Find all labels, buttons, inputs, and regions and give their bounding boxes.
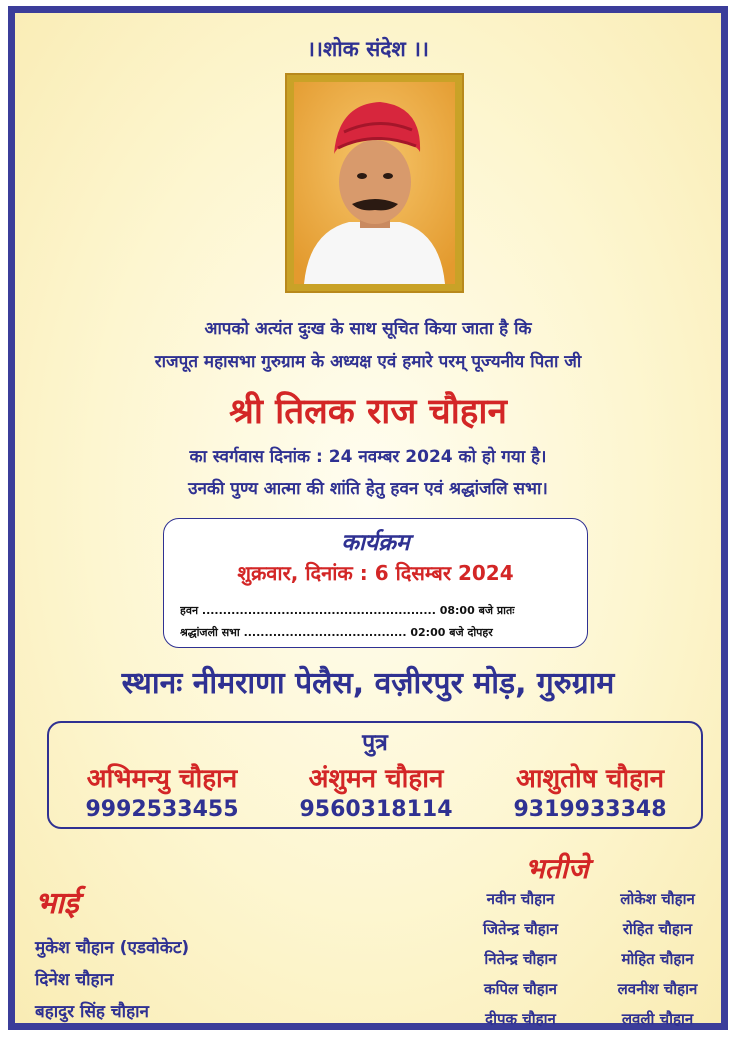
program-row-shraddhanjali: श्रद्धांजली सभा ....................................... 02:00 बजे दोपहर [180,626,493,639]
demise-line-2: उनकी पुण्य आत्मा की शांति हेतु हवन एवं श्रद्धांजलि सभा। [188,479,548,499]
venue: स्थानः नीमराणा पेलैस, वज़ीरपुर मोड़, गुरुग्राम [121,666,615,701]
header-title: ।।शोक संदेश ।। [307,37,429,61]
nephew-name: लवली चौहान [621,1010,694,1028]
deceased-name: श्री तिलक राज चौहान [229,392,507,432]
sons-title: पुत्र [362,730,388,756]
nephew-name: लवनीश चौहान [617,980,698,998]
nephew-name: लोकेश चौहान [620,890,695,908]
nephew-name: रोहित चौहान [622,920,693,938]
brother-name: दिनेश चौहान [35,970,114,990]
brother-name: मुकेश चौहान (एडवोकेट) [35,938,190,958]
nephew-name: मोहित चौहान [621,950,694,968]
son-phone: 9992533455 [85,797,239,822]
nephew-name: नितेन्द्र चौहान [484,950,557,968]
nephew-name: कपिल चौहान [484,980,557,998]
nephew-name: जितेन्द्र चौहान [483,920,558,938]
nephew-name: नवीन चौहान [486,890,555,908]
nephews-title: भतीजे [525,852,589,885]
brother-name: बहादुर सिंह चौहान [35,1002,149,1022]
son-name: अंशुमन चौहान [308,764,444,794]
intro-line-2: राजपूत महासभा गुरुग्राम के अध्यक्ष एवं हमारे परम् पूज्यनीय पिता जी [154,352,582,372]
portrait-icon [294,82,455,284]
program-title: कार्यक्रम [341,530,410,556]
brothers-title: भाई [35,886,79,921]
son-name: आशुतोष चौहान [515,764,665,794]
program-row-havan: हवन ........................................................ 08:00 बजे प्रातः [180,604,515,617]
nephew-name: दीपक चौहान [485,1010,556,1028]
son-phone: 9560318114 [299,797,453,822]
condolence-card [8,6,728,1030]
son-name: अभिमन्यु चौहान [86,764,238,794]
sons-box [47,721,703,829]
portrait-photo [287,75,462,291]
demise-line-1: का स्वर्गवास दिनांक : 24 नवम्बर 2024 को हो गया है। [189,447,547,467]
program-box [163,518,588,648]
program-date: शुक्रवार, दिनांक : 6 दिसम्बर 2024 [237,561,514,585]
intro-line-1: आपको अत्यंत दुःख के साथ सूचित किया जाता है कि [204,319,532,339]
son-phone: 9319933348 [513,797,667,822]
